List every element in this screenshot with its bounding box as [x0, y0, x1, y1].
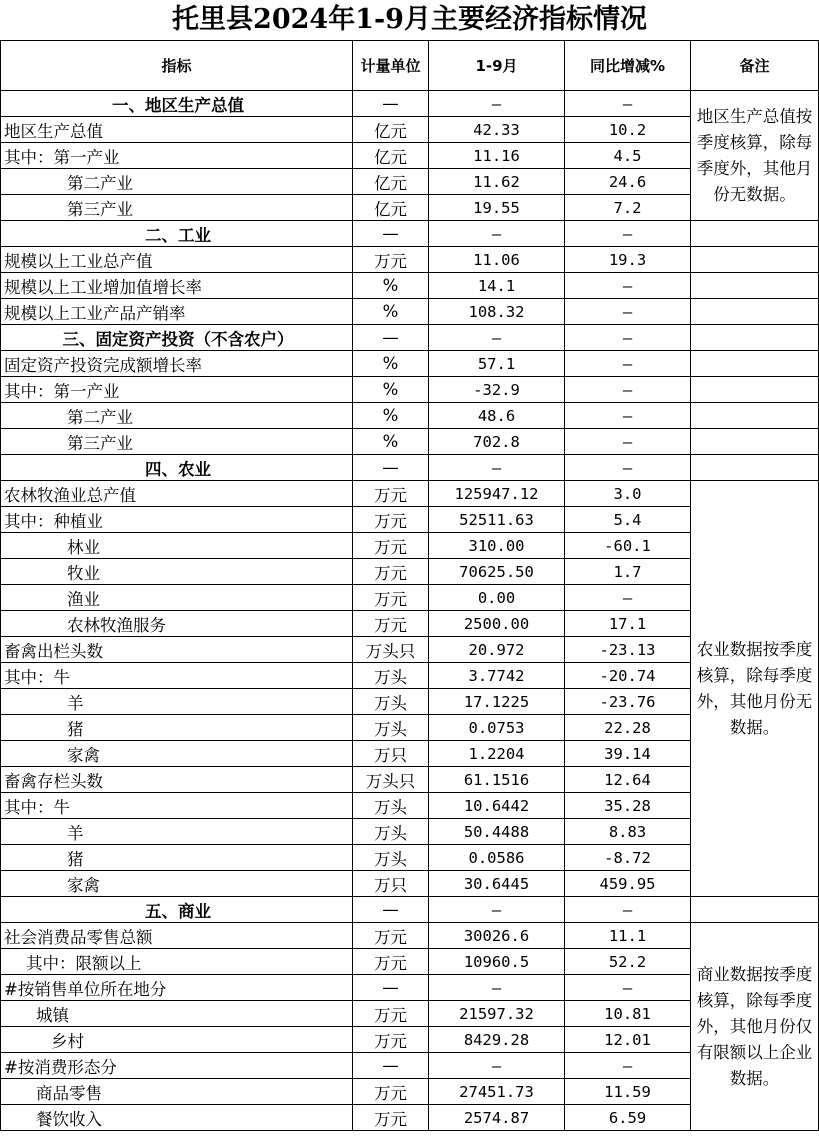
indicator-cell: 家禽 — [1, 871, 353, 897]
section-heading: 二、工业 — [1, 221, 353, 247]
section-heading: 五、商业 — [1, 897, 353, 923]
table-row — [1, 481, 819, 507]
table-row — [1, 273, 819, 299]
yoy-cell: 12.01 — [565, 1027, 691, 1053]
indicator-cell: 其中：种植业 — [1, 507, 353, 533]
value-cell: 0.00 — [429, 585, 565, 611]
value-cell: 14.1 — [429, 273, 565, 299]
note-cell — [691, 325, 819, 351]
indicator-cell: 社会消费品零售总额 — [1, 923, 353, 949]
yoy-cell: — — [565, 429, 691, 455]
yoy-cell: 17.1 — [565, 611, 691, 637]
header-value: 1-9月 — [429, 41, 565, 91]
unit-cell: 万元 — [353, 1001, 429, 1027]
unit-cell: % — [353, 429, 429, 455]
yoy-cell: — — [565, 403, 691, 429]
unit-cell: 万头只 — [353, 637, 429, 663]
yoy-cell: — — [565, 897, 691, 923]
indicator-cell: 渔业 — [1, 585, 353, 611]
yoy-cell: 5.4 — [565, 507, 691, 533]
yoy-cell: 12.64 — [565, 767, 691, 793]
yoy-cell: — — [565, 221, 691, 247]
indicator-cell: 农林牧渔服务 — [1, 611, 353, 637]
yoy-cell: 1.7 — [565, 559, 691, 585]
unit-cell: 万头 — [353, 663, 429, 689]
unit-cell: 万元 — [353, 533, 429, 559]
value-cell: -32.9 — [429, 377, 565, 403]
yoy-cell: 8.83 — [565, 819, 691, 845]
unit-cell: 万头 — [353, 793, 429, 819]
yoy-cell: 3.0 — [565, 481, 691, 507]
note-cell — [691, 403, 819, 429]
note-cell — [691, 455, 819, 481]
note-cell — [691, 221, 819, 247]
table-row — [1, 351, 819, 377]
yoy-cell: — — [565, 585, 691, 611]
value-cell: 108.32 — [429, 299, 565, 325]
note-cell: 商业数据按季度核算，除每季度外，其他月份仅有限额以上企业数据。 — [691, 923, 819, 1131]
value-cell: 70625.50 — [429, 559, 565, 585]
header-yoy: 同比增减% — [565, 41, 691, 91]
value-cell: 10.6442 — [429, 793, 565, 819]
indicator-cell: 其中：牛 — [1, 663, 353, 689]
unit-cell: % — [353, 273, 429, 299]
note-cell — [691, 273, 819, 299]
unit-cell: — — [353, 221, 429, 247]
indicator-cell: 规模以上工业总产值 — [1, 247, 353, 273]
yoy-cell: -8.72 — [565, 845, 691, 871]
unit-cell: 万元 — [353, 481, 429, 507]
indicator-cell: 猪 — [1, 715, 353, 741]
yoy-cell: — — [565, 377, 691, 403]
unit-cell: 万元 — [353, 559, 429, 585]
table-row — [1, 221, 819, 247]
unit-cell: 万只 — [353, 741, 429, 767]
unit-cell: 万元 — [353, 1027, 429, 1053]
value-cell: — — [429, 455, 565, 481]
value-cell: 11.62 — [429, 169, 565, 195]
section-heading: 三、固定资产投资（不含农户） — [1, 325, 353, 351]
value-cell: 702.8 — [429, 429, 565, 455]
yoy-cell: -20.74 — [565, 663, 691, 689]
note-cell — [691, 351, 819, 377]
value-cell: 2574.87 — [429, 1105, 565, 1131]
note-cell — [691, 429, 819, 455]
yoy-cell: 10.81 — [565, 1001, 691, 1027]
indicator-cell: 城镇 — [1, 1001, 353, 1027]
indicator-cell: 猪 — [1, 845, 353, 871]
yoy-cell: — — [565, 351, 691, 377]
value-cell: 2500.00 — [429, 611, 565, 637]
indicator-cell: 畜禽出栏头数 — [1, 637, 353, 663]
unit-cell: 万元 — [353, 1105, 429, 1131]
indicator-cell: 地区生产总值 — [1, 117, 353, 143]
note-cell — [691, 897, 819, 923]
unit-cell: 万头 — [353, 819, 429, 845]
indicator-cell: 其中：第一产业 — [1, 143, 353, 169]
indicator-cell: 第二产业 — [1, 403, 353, 429]
unit-cell: 亿元 — [353, 117, 429, 143]
yoy-cell: 11.1 — [565, 923, 691, 949]
unit-cell: 万元 — [353, 247, 429, 273]
indicator-cell: #按消费形态分 — [1, 1053, 353, 1079]
unit-cell: — — [353, 455, 429, 481]
note-cell — [691, 377, 819, 403]
unit-cell: 万元 — [353, 507, 429, 533]
yoy-cell: 19.3 — [565, 247, 691, 273]
indicator-cell: 畜禽存栏头数 — [1, 767, 353, 793]
unit-cell: % — [353, 377, 429, 403]
yoy-cell: 22.28 — [565, 715, 691, 741]
yoy-cell: 6.59 — [565, 1105, 691, 1131]
value-cell: 3.7742 — [429, 663, 565, 689]
indicator-cell: 农林牧渔业总产值 — [1, 481, 353, 507]
value-cell: 11.16 — [429, 143, 565, 169]
indicator-cell: 商品零售 — [1, 1079, 353, 1105]
value-cell: 52511.63 — [429, 507, 565, 533]
value-cell: — — [429, 897, 565, 923]
unit-cell: 万头只 — [353, 767, 429, 793]
table-row — [1, 429, 819, 455]
note-cell — [691, 299, 819, 325]
table-row — [1, 403, 819, 429]
page-title: 托里县2024年1-9月主要经济指标情况 — [172, 4, 647, 35]
table-row — [1, 923, 819, 949]
indicator-cell: 家禽 — [1, 741, 353, 767]
yoy-cell: -23.13 — [565, 637, 691, 663]
value-cell: — — [429, 1053, 565, 1079]
table-row — [1, 897, 819, 923]
table-row — [1, 325, 819, 351]
table-row — [1, 299, 819, 325]
unit-cell: 万头 — [353, 689, 429, 715]
indicator-cell: 乡村 — [1, 1027, 353, 1053]
section-heading: 一、地区生产总值 — [1, 91, 353, 117]
yoy-cell: 35.28 — [565, 793, 691, 819]
yoy-cell: -23.76 — [565, 689, 691, 715]
value-cell: — — [429, 221, 565, 247]
yoy-cell: 7.2 — [565, 195, 691, 221]
indicator-cell: 第三产业 — [1, 429, 353, 455]
unit-cell: — — [353, 325, 429, 351]
value-cell: 19.55 — [429, 195, 565, 221]
unit-cell: 万元 — [353, 949, 429, 975]
yoy-cell: 4.5 — [565, 143, 691, 169]
value-cell: 8429.28 — [429, 1027, 565, 1053]
indicator-cell: 羊 — [1, 819, 353, 845]
value-cell: 27451.73 — [429, 1079, 565, 1105]
indicator-cell: 第二产业 — [1, 169, 353, 195]
unit-cell: — — [353, 897, 429, 923]
value-cell: 1.2204 — [429, 741, 565, 767]
unit-cell: — — [353, 975, 429, 1001]
value-cell: 57.1 — [429, 351, 565, 377]
indicator-cell: #按销售单位所在地分 — [1, 975, 353, 1001]
value-cell: 30.6445 — [429, 871, 565, 897]
value-cell: 11.06 — [429, 247, 565, 273]
unit-cell: — — [353, 91, 429, 117]
unit-cell: 亿元 — [353, 195, 429, 221]
yoy-cell: 39.14 — [565, 741, 691, 767]
indicator-cell: 其中：牛 — [1, 793, 353, 819]
value-cell: 0.0586 — [429, 845, 565, 871]
value-cell: 310.00 — [429, 533, 565, 559]
note-cell: 地区生产总值按季度核算，除每季度外，其他月份无数据。 — [691, 91, 819, 221]
indicator-cell: 林业 — [1, 533, 353, 559]
yoy-cell: 52.2 — [565, 949, 691, 975]
yoy-cell: — — [565, 455, 691, 481]
unit-cell: 万只 — [353, 871, 429, 897]
yoy-cell: — — [565, 91, 691, 117]
value-cell: 0.0753 — [429, 715, 565, 741]
table-row — [1, 91, 819, 117]
value-cell: 125947.12 — [429, 481, 565, 507]
value-cell: 17.1225 — [429, 689, 565, 715]
indicator-cell: 其中：第一产业 — [1, 377, 353, 403]
yoy-cell: 11.59 — [565, 1079, 691, 1105]
unit-cell: 万元 — [353, 1079, 429, 1105]
yoy-cell: — — [565, 975, 691, 1001]
indicator-cell: 规模以上工业增加值增长率 — [1, 273, 353, 299]
value-cell: 30026.6 — [429, 923, 565, 949]
unit-cell: 万头 — [353, 845, 429, 871]
unit-cell: % — [353, 299, 429, 325]
indicator-cell: 固定资产投资完成额增长率 — [1, 351, 353, 377]
value-cell: 42.33 — [429, 117, 565, 143]
unit-cell: % — [353, 403, 429, 429]
unit-cell: — — [353, 1053, 429, 1079]
value-cell: 48.6 — [429, 403, 565, 429]
yoy-cell: — — [565, 273, 691, 299]
table-row — [1, 247, 819, 273]
value-cell: 20.972 — [429, 637, 565, 663]
header-indicator: 指标 — [1, 41, 353, 91]
note-cell: 农业数据按季度核算，除每季度外，其他月份无数据。 — [691, 481, 819, 897]
unit-cell: 亿元 — [353, 169, 429, 195]
table-body — [1, 91, 819, 1131]
value-cell: — — [429, 325, 565, 351]
yoy-cell: 24.6 — [565, 169, 691, 195]
note-cell — [691, 247, 819, 273]
unit-cell: 亿元 — [353, 143, 429, 169]
yoy-cell: — — [565, 325, 691, 351]
value-cell: — — [429, 975, 565, 1001]
table-row — [1, 455, 819, 481]
yoy-cell: 459.95 — [565, 871, 691, 897]
indicator-cell: 其中：限额以上 — [1, 949, 353, 975]
indicator-cell: 牧业 — [1, 559, 353, 585]
unit-cell: 万元 — [353, 611, 429, 637]
header-unit: 计量单位 — [353, 41, 429, 91]
section-heading: 四、农业 — [1, 455, 353, 481]
unit-cell: % — [353, 351, 429, 377]
value-cell: 21597.32 — [429, 1001, 565, 1027]
yoy-cell: — — [565, 299, 691, 325]
value-cell: — — [429, 91, 565, 117]
value-cell: 10960.5 — [429, 949, 565, 975]
indicator-cell: 羊 — [1, 689, 353, 715]
unit-cell: 万头 — [353, 715, 429, 741]
table-row — [1, 377, 819, 403]
value-cell: 50.4488 — [429, 819, 565, 845]
indicator-cell: 规模以上工业产品产销率 — [1, 299, 353, 325]
header-note: 备注 — [691, 41, 819, 91]
table-header-row — [1, 41, 819, 91]
unit-cell: 万元 — [353, 923, 429, 949]
indicator-cell: 餐饮收入 — [1, 1105, 353, 1131]
yoy-cell: -60.1 — [565, 533, 691, 559]
yoy-cell: 10.2 — [565, 117, 691, 143]
unit-cell: 万元 — [353, 585, 429, 611]
indicator-table — [0, 40, 819, 1131]
indicator-cell: 第三产业 — [1, 195, 353, 221]
value-cell: 61.1516 — [429, 767, 565, 793]
yoy-cell: — — [565, 1053, 691, 1079]
